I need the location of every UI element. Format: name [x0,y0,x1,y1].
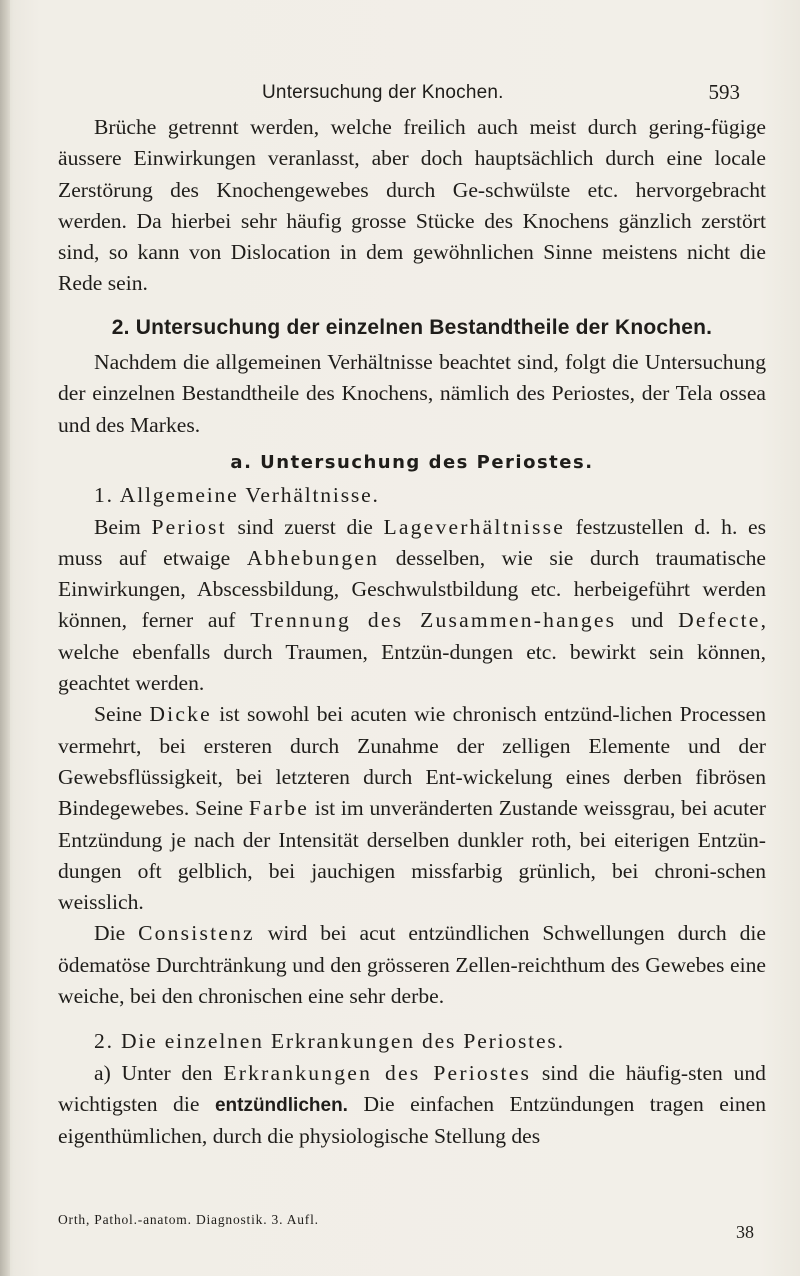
p3-emph-abhebungen: Abhebungen [246,545,380,570]
p6-emph-erkrankungen: Erkrankungen des Periostes [223,1060,532,1085]
p3-emph-trennung: Trennung des Zusammen-hanges [250,608,617,633]
p3-text-2: sind zuerst die [226,514,384,539]
page-header [0,76,800,106]
p6-text-1: a) Unter den [94,1060,224,1085]
p3-text-5: und [616,608,679,633]
signature-mark: 38 [736,1222,754,1242]
p3-emph-lage: Lageverhältnisse [383,514,565,539]
p6-text-2: sind die häufig-sten und wichtigsten die [58,1060,766,1116]
p6-text-3: Die einfachen Entzündungen tragen einen eigenthümlichen, durch die physiologische Stellung des [58,1091,767,1149]
page-footer [58,1212,766,1252]
p4-emph-farbe: Farbe [248,796,309,821]
paragraph-1: Brüche getrennt werden, welche freilich auch meist durch gering-fügige äussere Einwirkungen veranlasst, aber doch hauptsächlich durch eine locale Zerstörung des Knochengewebes durch Ge-schwülste etc. hervorgebracht werden. Da hierbei sehr häufig grosse Stücke des Knochens gänzlich zerstört sind, so kann von Dislocation in dem gewöhnlichen Sinne meistens nicht die Rede sein. [58,115,766,296]
p6-bold-entzuendlichen: entzündlichen. [214,1094,348,1116]
p5-text-1: Die [94,921,139,946]
p3-emph-defecte: Defecte [678,608,761,633]
running-head: Untersuchung der Knochen. [262,82,504,103]
paragraph-2: Nachdem die allgemeinen Verhältnisse beachtet sind, folgt die Untersuchung der einzelnen Bestandtheile des Knochens, nämlich des Periostes, der Tela ossea und des Markes. [58,350,766,437]
p4-text-3: ist im unveränderten Zustande weissgrau, bei acuter Entzündung je nach der Intensität derselben dunkler roth, bei eiterigen Entzün-dungen oft gelblich, bei jauchigen missfarbig grünlich, bei chroni-schen weisslich. [58,796,766,915]
section-title: 2. Untersuchung der einzelnen Bestandtheile der Knochen. [111,315,713,339]
subsubsection-title-2: 2. Die einzelnen Erkrankungen des Periostes. [94,1029,565,1054]
paragraph-6 [58,1058,766,1153]
p3-emph-periost: Periost [151,514,227,539]
body-text [58,112,766,1153]
page-number: 593 [708,80,740,104]
p5-text-2: wird bei acut entzündlichen Schwellungen durch die ödematöse Durchtränkung und den grösseren Zellen-reichthum des Gewebes eine weiche, bei den chronischen eine sehr derbe. [58,921,766,1009]
subsection-title: a. Untersuchung des Periostes. [230,451,594,473]
p4-emph-dicke: Dicke [149,702,212,727]
footer-note: Orth, Pathol.-anatom. Diagnostik. 3. Aufl. [58,1212,319,1227]
p3-text-1: Beim [94,514,152,539]
p3-text-3: festzustellen d. h. es muss auf etwaige [58,514,767,570]
book-spine-shadow [0,0,10,1276]
p4-text-2: ist sowohl bei acuten wie chronisch entzünd-lichen Processen vermehrt, bei ersteren durch Zunahme der zelligen Elemente und der Gewebsflüssigkeit, bei letzteren durch Ent-wickelung eines derben fibrösen Bindegewebes. Seine [58,702,766,821]
subsubsection-title: 1. Allgemeine Verhältnisse. [94,483,380,508]
p3-text-6: , welche ebenfalls durch Traumen, Entzün-dungen etc. bewirkt sein können, geachtet werden. [58,608,766,696]
paragraph-5 [58,918,766,1012]
p3-text-4: desselben, wie sie durch traumatische Einwirkungen, Abscessbildung, Geschwulstbildung etc. herbeigeführt werden können, ferner auf [58,545,767,633]
p5-emph-consistenz: Consistenz [138,921,255,946]
p4-text-1: Seine [94,702,150,727]
paragraph-4 [58,699,766,918]
spacer [58,1012,766,1026]
paragraph-3 [58,512,766,700]
